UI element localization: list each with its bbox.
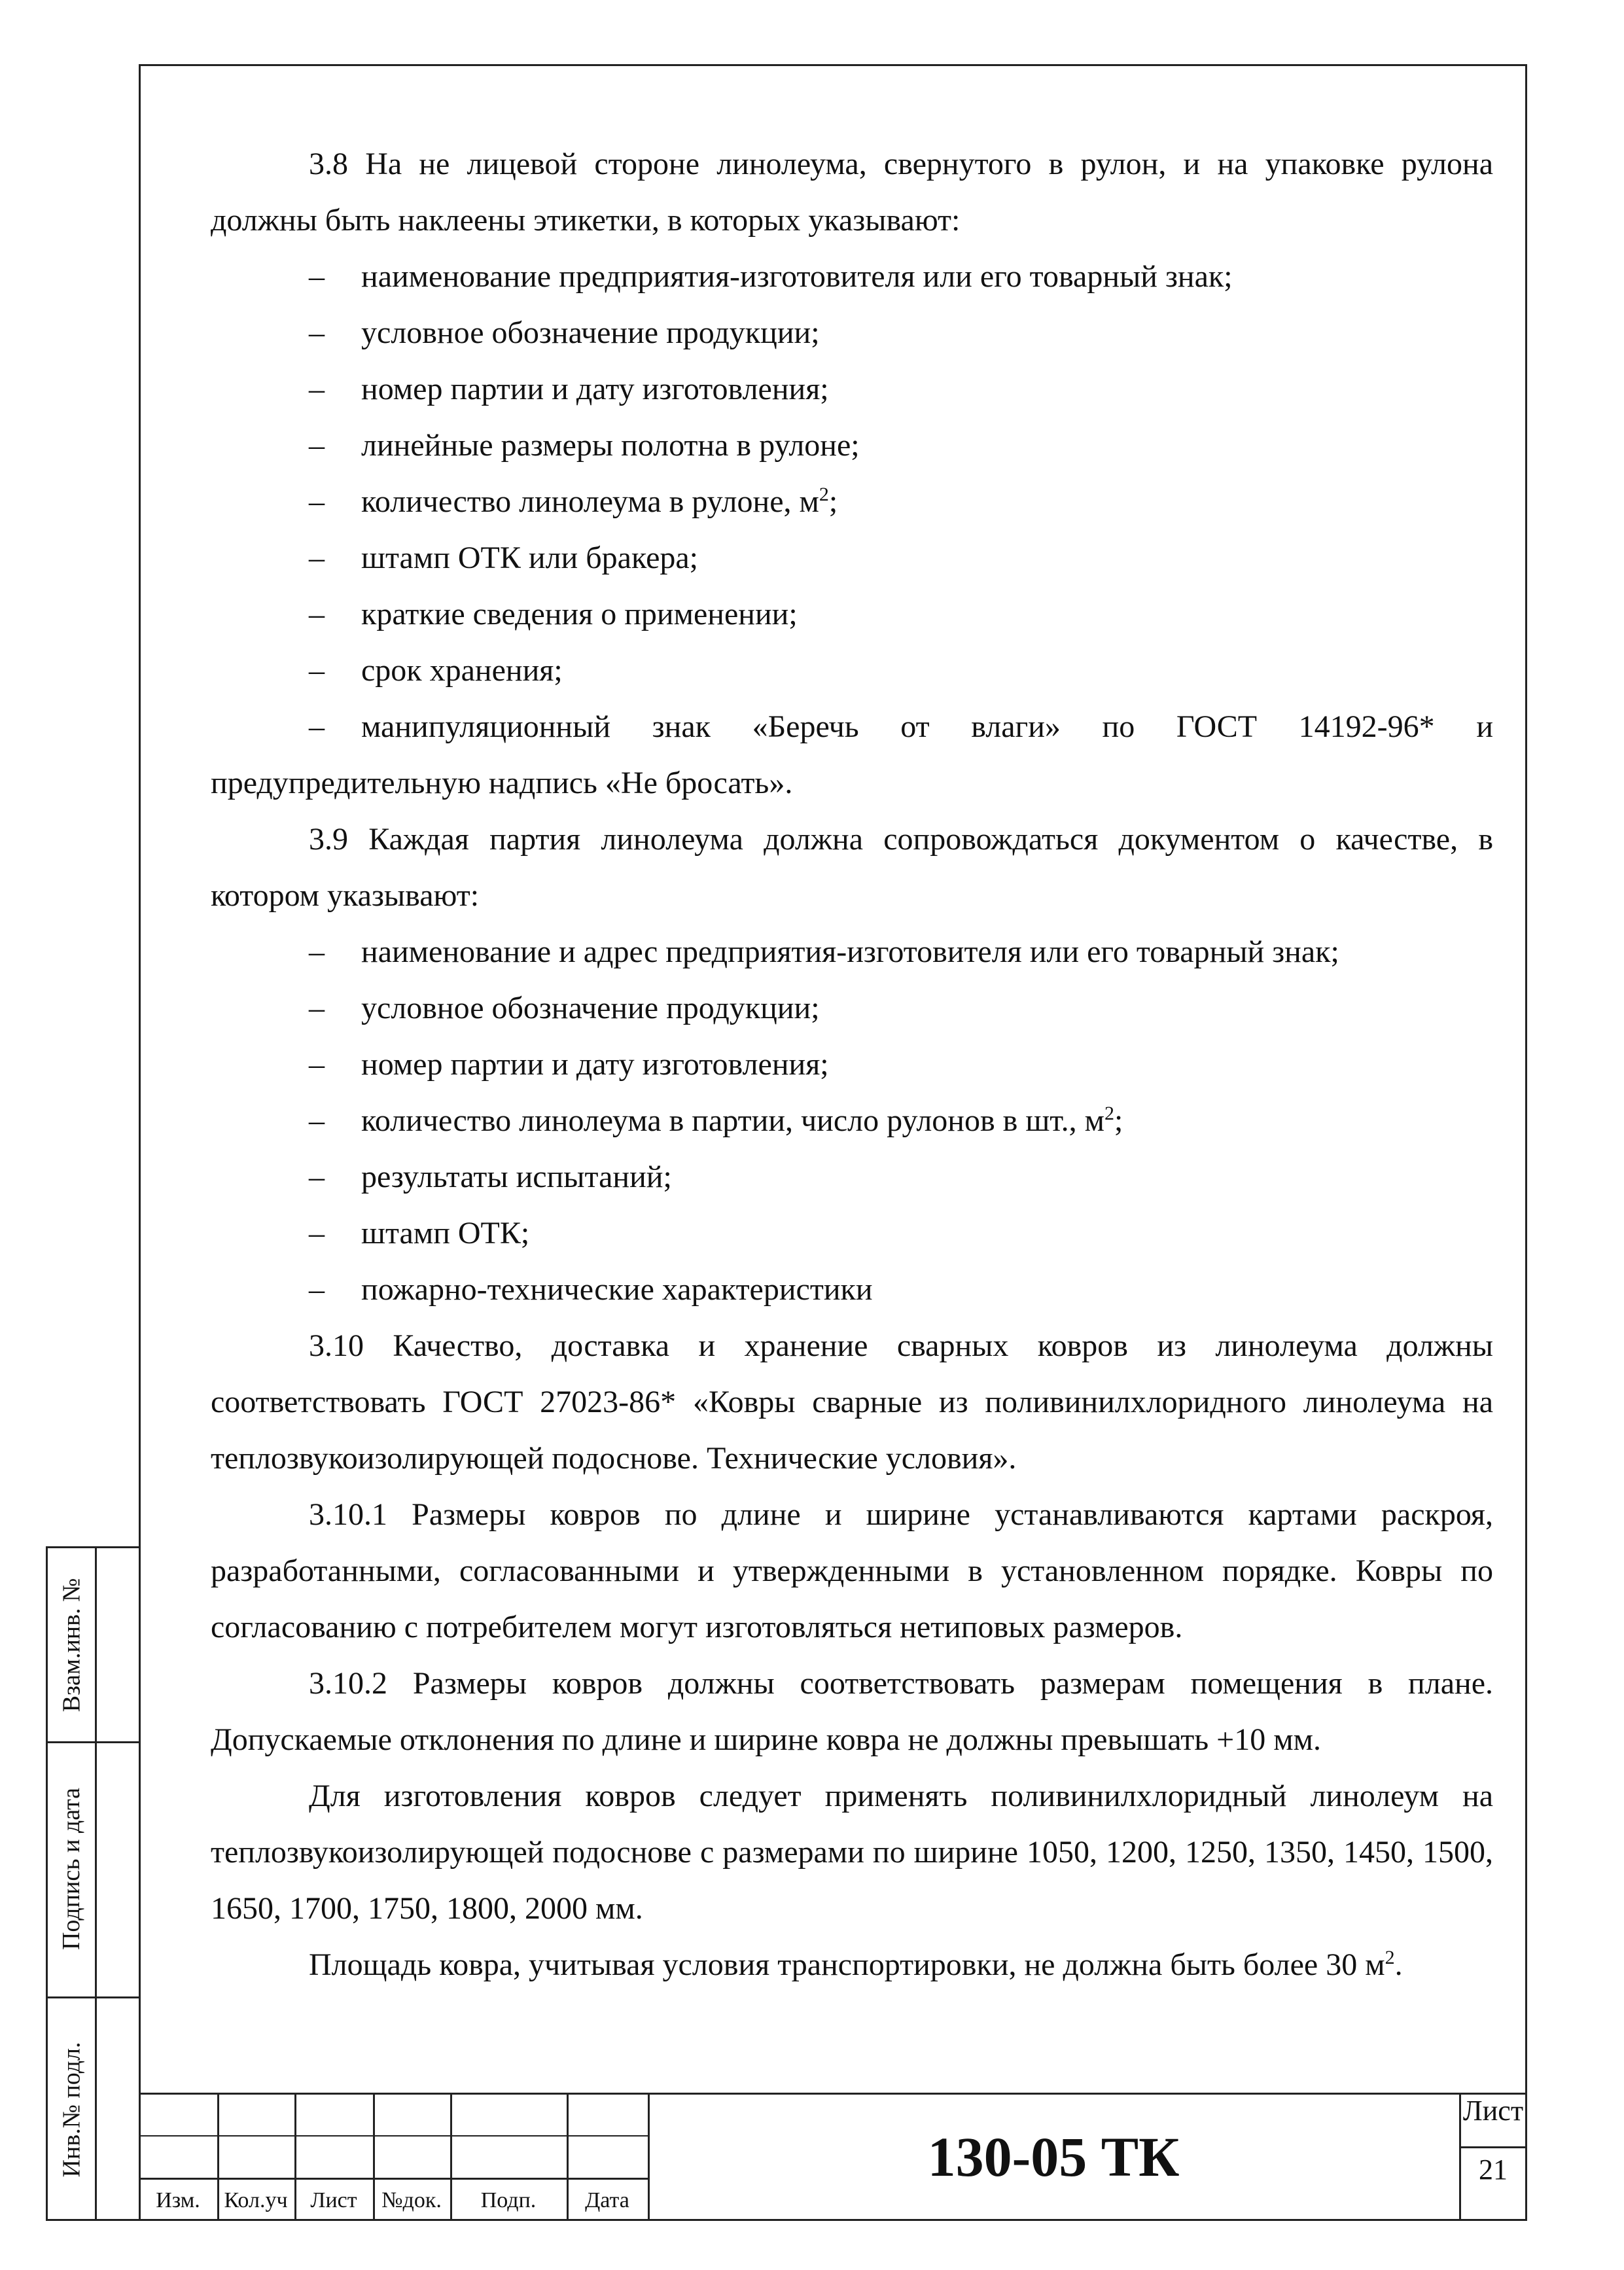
sheet-number: 21 [1479, 2154, 1508, 2186]
superscript: 2 [819, 484, 829, 505]
dash-marker: – [309, 597, 325, 631]
section-3-8-intro: 3.8 На не лицевой стороне линолеума, свернутого в рулон, и на упаковке рулона должны быть наклеены этикетки, в которых указывают: [211, 147, 1493, 238]
dash-marker: – [309, 1047, 325, 1082]
list-item: – линейные размеры полотна в рулоне; [211, 417, 1493, 474]
title-block-row-line [139, 2135, 648, 2137]
section-3-10: 3.10 Качество, доставка и хранение сварных ковров из линолеума должны соответствовать ГОСТ 27023-86* «Ковры сварные из поливинилхлоридного линолеума на теплозвукоизолирующей подоснове. Технические условия». [211, 1328, 1493, 1476]
inv-original-label: Инв.№ подл. [58, 2042, 86, 2178]
list-item: – наименование предприятия-изготовителя или его товарный знак; [211, 249, 1493, 305]
col-doc-number: №док. [381, 2188, 442, 2212]
side-divider [95, 1548, 97, 2219]
list-item: – краткие сведения о применении; [211, 586, 1493, 643]
section-3-9-intro: 3.9 Каждая партия линолеума должна сопровождаться документом о качестве, в котором указывают: [211, 822, 1493, 913]
dash-marker: – [309, 428, 325, 463]
dash-marker: – [309, 709, 325, 744]
col-change: Изм. [156, 2188, 200, 2212]
sheet-label: Лист [1462, 2095, 1524, 2127]
list-item: – количество линолеума в партии, число рулонов в шт., $м^2$; [211, 1093, 1493, 1149]
dash-marker: – [309, 1160, 325, 1194]
list-item: – штамп ОТК; [211, 1205, 1493, 1262]
dash-marker: – [309, 259, 325, 294]
list-item: – номер партии и дату изготовления; [211, 1037, 1493, 1093]
dash-marker: – [309, 484, 325, 519]
title-block [139, 2093, 1527, 2221]
dash-marker: – [309, 1272, 325, 1307]
document-code: 130-05 ТК [927, 2125, 1180, 2188]
col-date: Дата [585, 2188, 629, 2212]
superscript: 2 [1104, 1103, 1115, 1124]
list-item: – срок хранения; [211, 643, 1493, 699]
signature-date-label: Подпись и дата [58, 1787, 86, 1951]
col-signature: Подп. [480, 2188, 537, 2212]
dash-marker: – [309, 315, 325, 350]
list-item: – штамп ОТК или бракера; [211, 530, 1493, 586]
section-3-10-2: 3.10.2 Размеры ковров должны соответствовать размерам помещения в плане. Допускаемые отклонения по длине и ширине ковра не должны превышать +10 мм. [211, 1666, 1493, 1757]
list-item: – условное обозначение продукции; [211, 305, 1493, 361]
list-item: – номер партии и дату изготовления; [211, 361, 1493, 417]
list-item: – манипуляционный знак «Беречь от влаги» по ГОСТ 14192-96* и предупредительную надпись «Не бросать». [211, 699, 1493, 811]
list-item: – условное обозначение продукции; [211, 980, 1493, 1037]
dash-marker: – [309, 372, 325, 406]
dash-marker: – [309, 1103, 325, 1138]
col-quantity: Кол.уч [224, 2188, 288, 2212]
dash-marker: – [309, 991, 325, 1025]
superscript: 2 [1385, 1947, 1395, 1968]
widths-paragraph: Для изготовления ковров следует применять поливинилхлоридный линолеум на теплозвукоизолирующей подоснове с размерами по ширине 1050, 1200, 1250, 1350, 1450, 1500, 1650, 1700, 1750, 1800, 2000 мм. [211, 1779, 1493, 1926]
area-paragraph: Площадь ковра, учитывая условия транспортировки, не должна быть более 30 $м^2$. [309, 1947, 1403, 1982]
list-item: – результаты испытаний; [211, 1149, 1493, 1205]
dash-marker: – [309, 541, 325, 575]
dash-marker: – [309, 1216, 325, 1250]
side-stamp [46, 1546, 141, 2221]
col-sheet: Лист [310, 2188, 357, 2212]
document-body [211, 136, 1493, 1993]
section-3-10-1: 3.10.1 Размеры ковров по длине и ширине устанавливаются картами раскроя, разработанными, согласованными и утвержденными в установленном порядке. Ковры по согласованию с потребителем могут изготовляться нетиповых размеров. [211, 1497, 1493, 1644]
list-item: – количество линолеума в рулоне, $м^2$; [211, 474, 1493, 530]
title-block-row-line [139, 2178, 648, 2180]
list-item: – пожарно-технические характеристики [211, 1262, 1493, 1318]
dash-marker: – [309, 934, 325, 969]
dash-marker: – [309, 653, 325, 688]
list-item: – наименование и адрес предприятия-изготовителя или его товарный знак; [211, 924, 1493, 980]
title-block-row-line [1459, 2146, 1527, 2148]
replace-inv-label: Взам.инв. № [58, 1578, 86, 1712]
